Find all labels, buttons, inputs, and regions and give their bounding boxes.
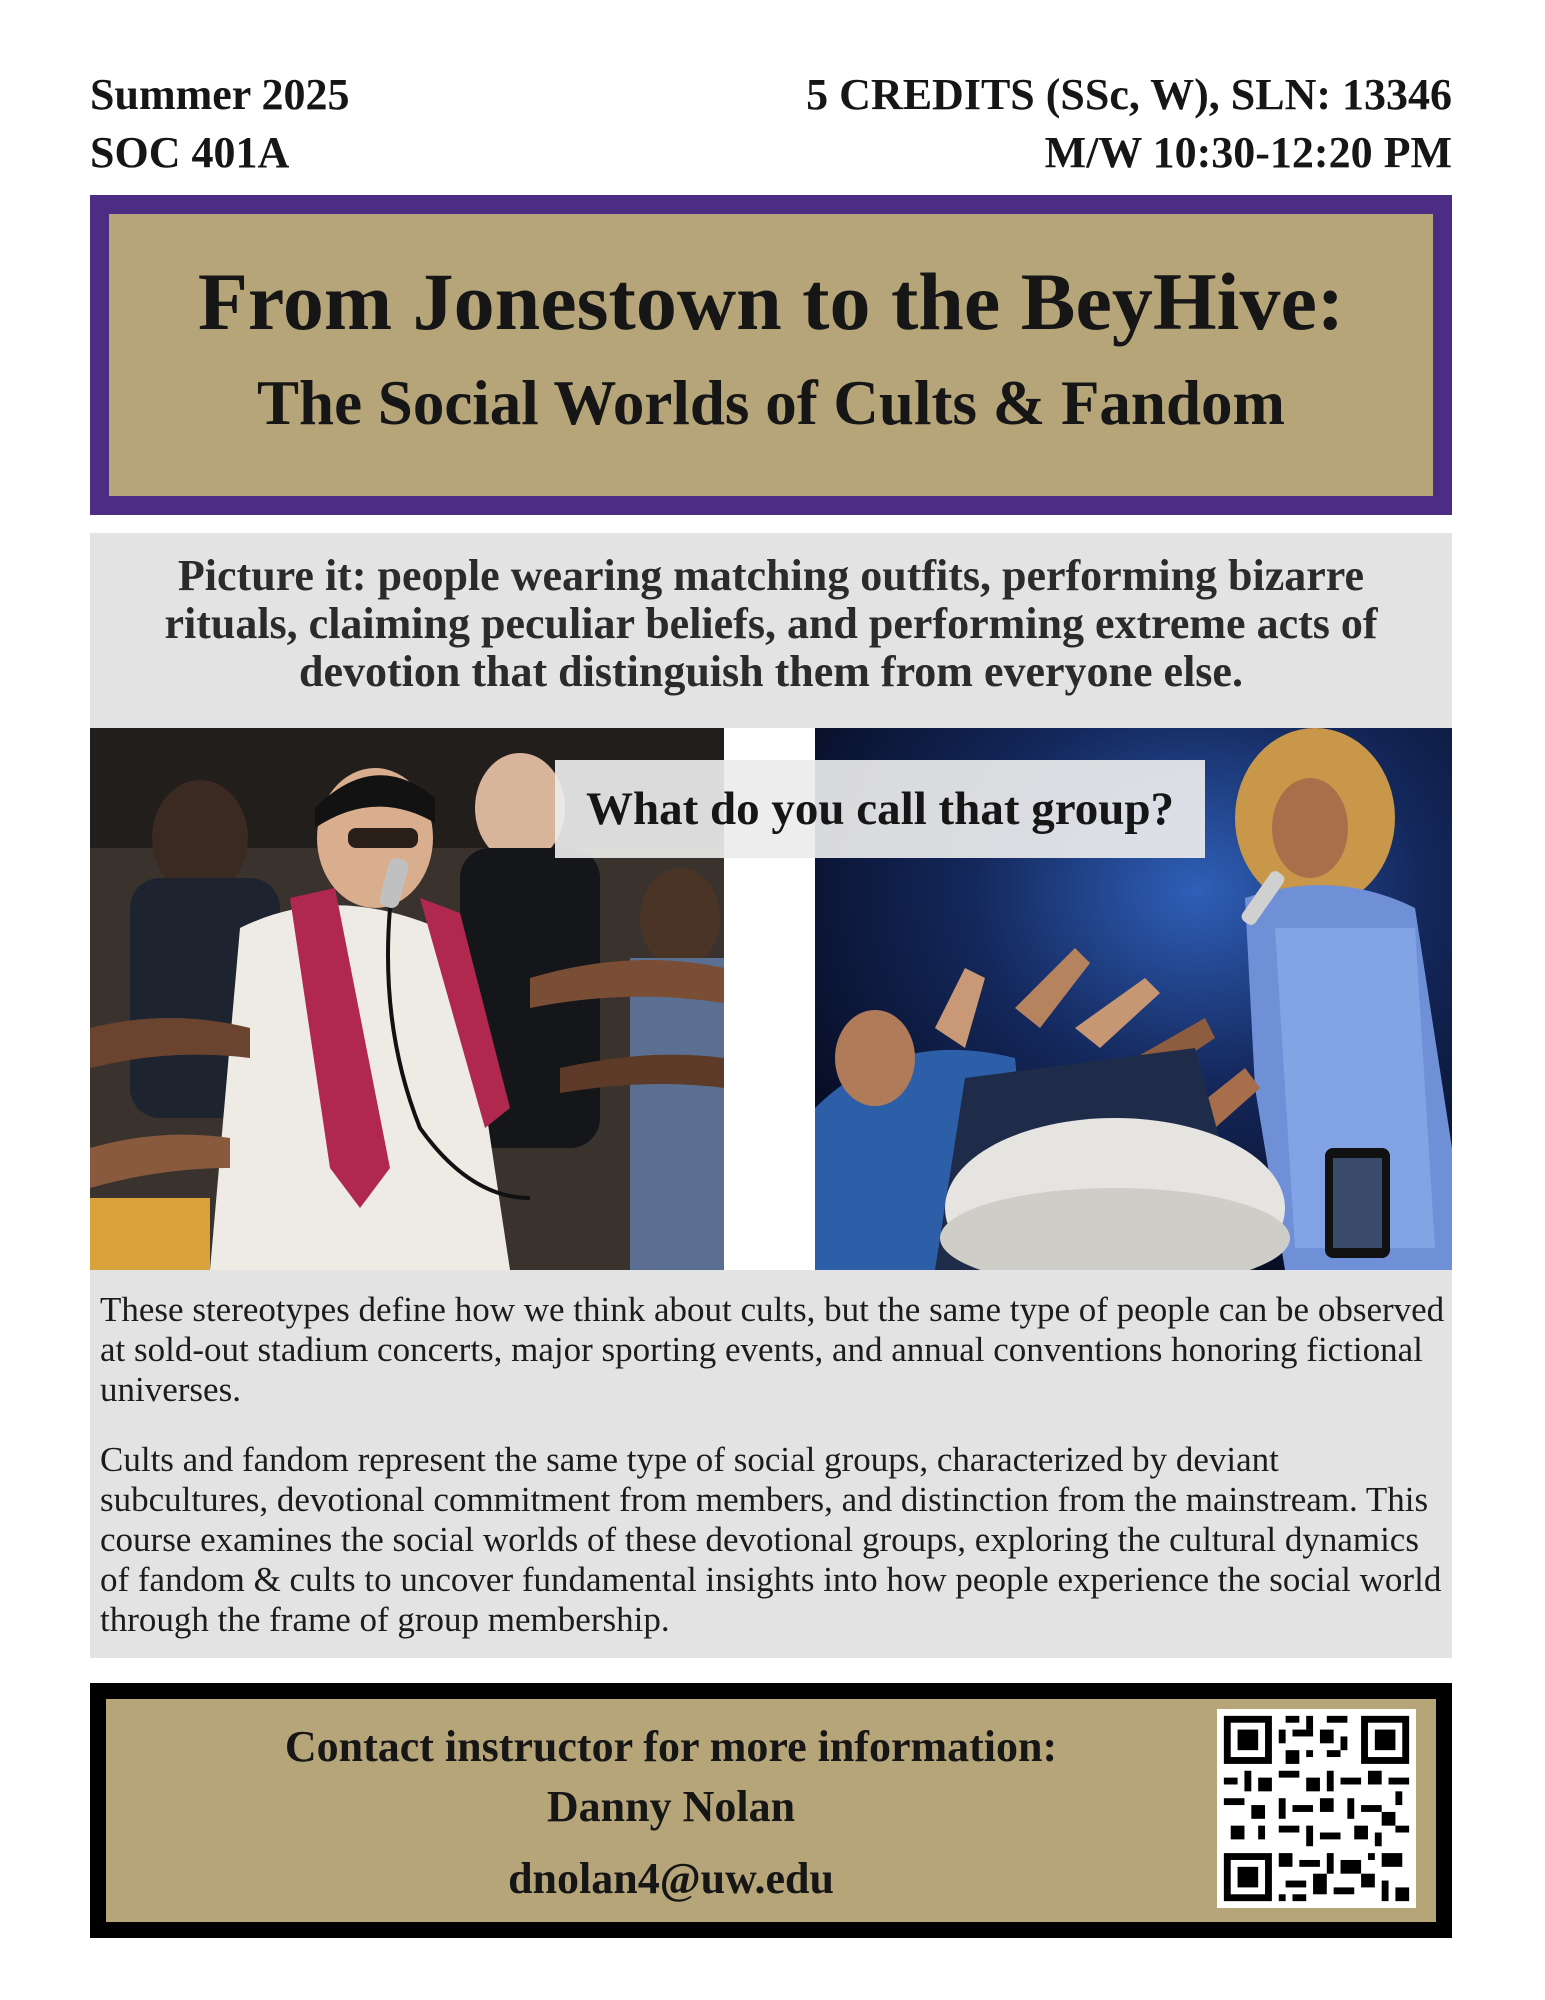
instructor-email: dnolan4@uw.edu <box>508 1854 834 1903</box>
contact-banner <box>90 1683 1452 1938</box>
contact-text <box>106 1717 1236 1909</box>
body-paragraph-1: These stereotypes define how we think about cults, but the same type of people can be observed at sold-out stadium concerts, major sporting events, and annual conventions honoring fictional universes. <box>100 1290 1445 1409</box>
schedule-label: M/W 10:30-12:20 PM <box>1044 128 1452 177</box>
course-code: SOC 401A <box>90 128 290 177</box>
header-right <box>806 66 1452 182</box>
contact-banner-inner <box>106 1699 1436 1922</box>
instructor-name: Danny Nolan <box>546 1782 796 1831</box>
title-banner <box>90 195 1452 515</box>
credits-label: 5 CREDITS (SSc, W), SLN: 13346 <box>806 70 1452 119</box>
intro-lead: Picture it: people wearing matching outfits, performing bizarre rituals, claiming peculiar beliefs, and performing extreme acts of devotion that distinguish them from everyone else. <box>164 551 1378 696</box>
header-left <box>90 66 350 182</box>
body-paragraph-2: Cults and fandom represent the same type of social groups, characterized by deviant subcultures, devotional commitment from members, and distinction from the mainstream. This course examines the social worlds of these devotional groups, exploring the cultural dynamics of fandom & cults to uncover fundamental insights into how people experience the social world through the frame of group membership. <box>100 1440 1442 1639</box>
question-callout: What do you call that group? <box>555 760 1205 858</box>
course-title: From Jonestown to the BeyHive: <box>197 256 1345 347</box>
contact-heading: Contact instructor for more information: <box>284 1722 1058 1771</box>
qr-code-icon[interactable] <box>1217 1709 1416 1908</box>
title-banner-inner <box>109 214 1433 496</box>
qr-code-graphic <box>1217 1709 1416 1908</box>
term-label: Summer 2025 <box>90 70 350 119</box>
course-subtitle: The Social Worlds of Cults & Fandom <box>257 368 1285 438</box>
